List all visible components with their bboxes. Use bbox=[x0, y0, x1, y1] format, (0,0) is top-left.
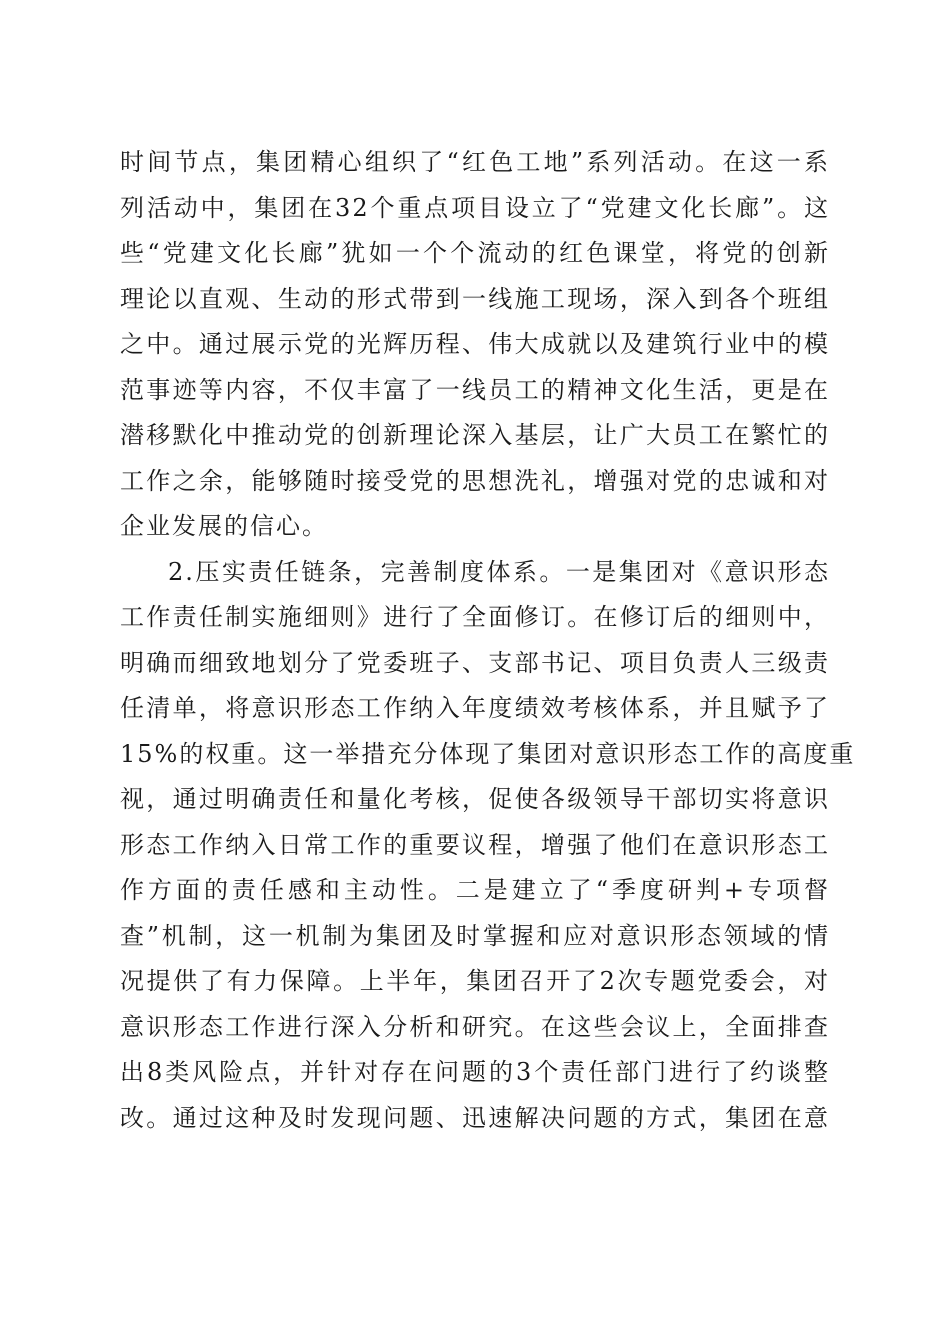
text-line: 作方面的责任感和主动性。二是建立了“季度研判+专项督 bbox=[120, 876, 830, 904]
text-line: 理论以直观、生动的形式带到一线施工现场，深入到各个班组 bbox=[120, 284, 830, 313]
text-line: 形态工作纳入日常工作的重要议程，增强了他们在意识形态工 bbox=[120, 830, 830, 859]
text-line: 些“党建文化长廊”犹如一个个流动的红色课堂，将党的创新 bbox=[120, 239, 830, 267]
text-line: 视，通过明确责任和量化考核，促使各级领导干部切实将意识 bbox=[120, 785, 830, 813]
paragraph-red-site-activities bbox=[120, 140, 830, 550]
text-line: 之中。通过展示党的光辉历程、伟大成就以及建筑行业中的模 bbox=[120, 330, 830, 358]
text-line: 工作之余，能够随时接受党的思想洗礼，增强对党的忠诚和对 bbox=[120, 466, 830, 495]
text-line: 况提供了有力保障。上半年，集团召开了2次专题党委会，对 bbox=[120, 967, 830, 995]
text-line: 意识形态工作进行深入分析和研究。在这些会议上，全面排查 bbox=[120, 1012, 830, 1041]
text-line: 任清单，将意识形态工作纳入年度绩效考核体系，并且赋予了 bbox=[120, 694, 830, 722]
text-line: 范事迹等内容，不仅丰富了一线员工的精神文化生活，更是在 bbox=[120, 375, 830, 404]
text-line: 15%的权重。这一举措充分体现了集团对意识形态工作的高度重 bbox=[120, 739, 856, 768]
paragraph-responsibility-chain bbox=[120, 550, 856, 1142]
text-line: 改。通过这种及时发现问题、迅速解决问题的方式，集团在意 bbox=[120, 1103, 830, 1132]
text-line: 明确而细致地划分了党委班子、支部书记、项目负责人三级责 bbox=[120, 648, 830, 677]
text-line: 工作责任制实施细则》进行了全面修订。在修订后的细则中， bbox=[120, 603, 830, 631]
text-line: 出8类风险点，并针对存在问题的3个责任部门进行了约谈整 bbox=[120, 1058, 830, 1086]
text-line: 查”机制，这一机制为集团及时掌握和应对意识形态领域的情 bbox=[120, 921, 830, 950]
text-line: 企业发展的信心。 bbox=[120, 512, 328, 540]
text-line: 潜移默化中推动党的创新理论深入基层，让广大员工在繁忙的 bbox=[120, 421, 830, 449]
text-line: 列活动中，集团在32个重点项目设立了“党建文化长廊”。这 bbox=[120, 193, 830, 222]
body-text bbox=[120, 140, 856, 1141]
text-line: 2.压实责任链条，完善制度体系。一是集团对《意识形态 bbox=[168, 557, 830, 586]
text-line: 时间节点，集团精心组织了“红色工地”系列活动。在这一系 bbox=[120, 148, 830, 176]
